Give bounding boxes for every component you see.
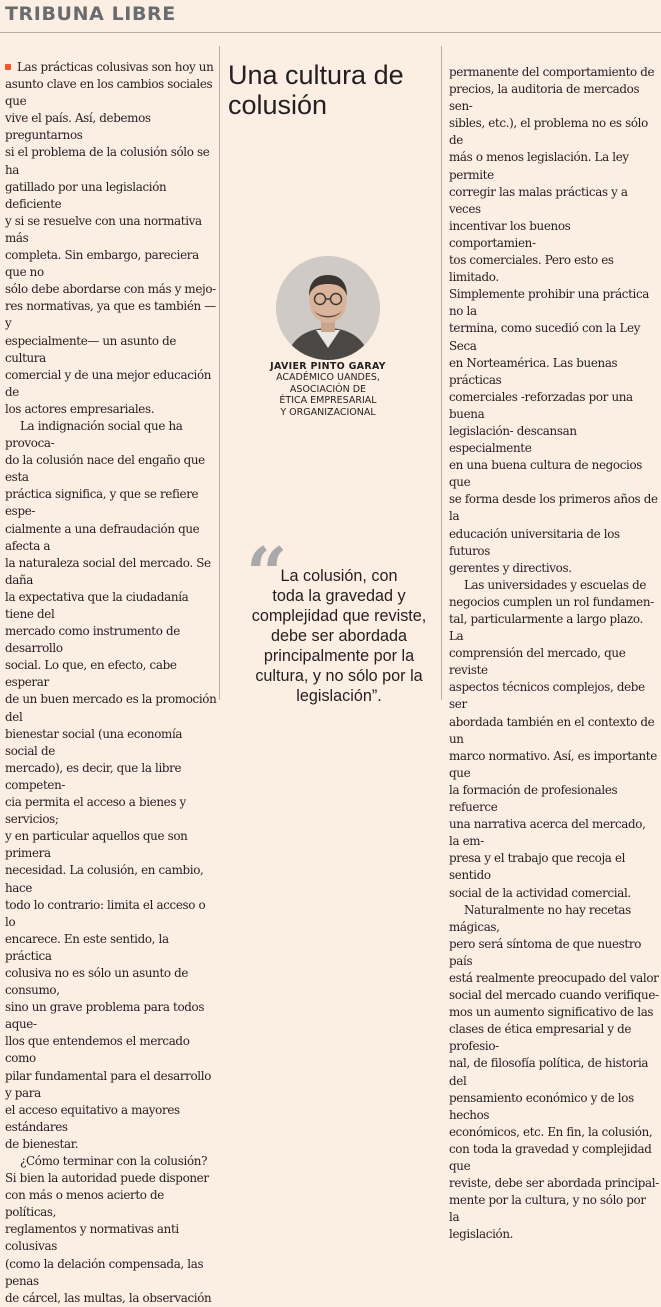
author-name: JAVIER PINTO GARAY bbox=[270, 361, 386, 372]
quote-mark-icon: “ bbox=[246, 531, 288, 616]
author-role: ACADÉMICO UANDES, ASOCIACIÓN DE ÉTICA EMPRESARIAL Y ORGANIZACIONAL bbox=[276, 372, 380, 418]
article-headline bbox=[228, 60, 438, 120]
paragraph: Las universidades y escuelas de negocios cumplen un rol fundamen- tal, particularmente a largo plazo. La comprensión del mercado, que reviste aspectos técnicos complejos, debe ser abordada también en el contexto de un marco normativo. Así, es importante que la formación de profesionales refuerce una narrativa acerca del mercado, la em- presa y el trabajo que recoja el sentido social de la actividad comercial. bbox=[449, 577, 657, 900]
author-portrait-icon bbox=[276, 256, 380, 360]
author-info bbox=[228, 361, 428, 418]
headline-line-2: colusión bbox=[228, 90, 328, 120]
paragraph: Si bien la autoridad puede disponer con más o menos acierto de políticas, reglamentos y normativas anti colusivas (como la delación compensada, las penas de cárcel, las multas, la observación bbox=[5, 1171, 212, 1305]
paragraph: La indignación social que ha provoca- do la colusión nace del engaño que esta práctica significa, y que se refiere espe- cialmente a una defraudación que afecta a la naturaleza social del mercado. Se daña la expectativa que la ciudadanía tiene del mercado como instrumento de desarrollo social. Lo que, en efecto, cabe esperar de un buen mercado es la promoción del bienestar social (una economía social de mercado), es decir, que la libre competen- cia permita el acceso a bienes y servicios; y en particular aquellos que son primera necesidad. La colusión, en cambio, hace todo lo contrario: limita el acceso o lo encarece. En este sentido, la práctica colusiva no es sólo un asunto de consumo, sino un grave problema para todos aque- llos que entendemos el mercado como pilar fundamental para el desarrollo y para el acceso equitativo a mayores estándares de bienestar. bbox=[5, 418, 217, 1151]
article-column-1 bbox=[5, 59, 217, 1307]
headline-line-1: Una cultura de bbox=[228, 60, 404, 90]
paragraph: Naturalmente no hay recetas mágicas, pero será síntoma de que nuestro país está realmente preocupado del valor social del mercado cuando verifique- mos un aumento significativo de las clases de ética empresarial y de profesio- nal, de filosofía política, de historia del pensamiento económico y de los hechos económicos, etc. En fin, la colusión, con toda la gravedad y complejidad que reviste, debe ser abordada principal- mente por la cultura, y no sólo por la legislación. bbox=[449, 902, 659, 1242]
paragraph: permanente del comportamiento de precios, la auditoria de mercados sen- sibles, etc.), el problema no es sólo de más o menos legislación. La ley permite corregir las malas prácticas y a veces incentivar los buenos comportamien- tos comerciales. Pero esto es limitado. Simplemente prohibir una práctica no la termina, como sucedió con la Ley Seca en Norteamérica. Las buenas prácticas comerciales -reforzadas por una buena legislación- descansan especialmente en una buena cultura de negocios que se forma desde los primeros años de la educación universitaria de los futuros gerentes y directivos. bbox=[449, 65, 658, 575]
column-divider-left bbox=[219, 46, 220, 700]
paragraph-intro-text: Las prácticas colusivas son hoy un asunto clave en los cambios sociales que vive el país. Así, debemos preguntarnos si el problema de la colusión sólo se ha gatillado por una legislación deficiente y si se resuelve con una normativa más completa. Sin embargo, pareciera que no sólo debe abordarse con más y mejo- res normativas, ya que es también —y especialmente— un asunto de cultura comercial y de una mejor educación de los actores empresariales. bbox=[5, 60, 216, 416]
bullet-icon bbox=[5, 64, 11, 70]
author-photo bbox=[276, 256, 380, 360]
article-column-3 bbox=[449, 64, 659, 1243]
paragraph-intro bbox=[5, 59, 217, 418]
section-header bbox=[0, 0, 661, 33]
section-title: TRIBUNA LIBRE bbox=[5, 3, 176, 25]
subheading: ¿Cómo terminar con la colusión? bbox=[20, 1154, 208, 1168]
pull-quote: La colusión, con toda la gravedad y complejidad que reviste, debe ser abordada principalmente por la cultura, y no sólo por la legislación”. bbox=[251, 567, 427, 705]
